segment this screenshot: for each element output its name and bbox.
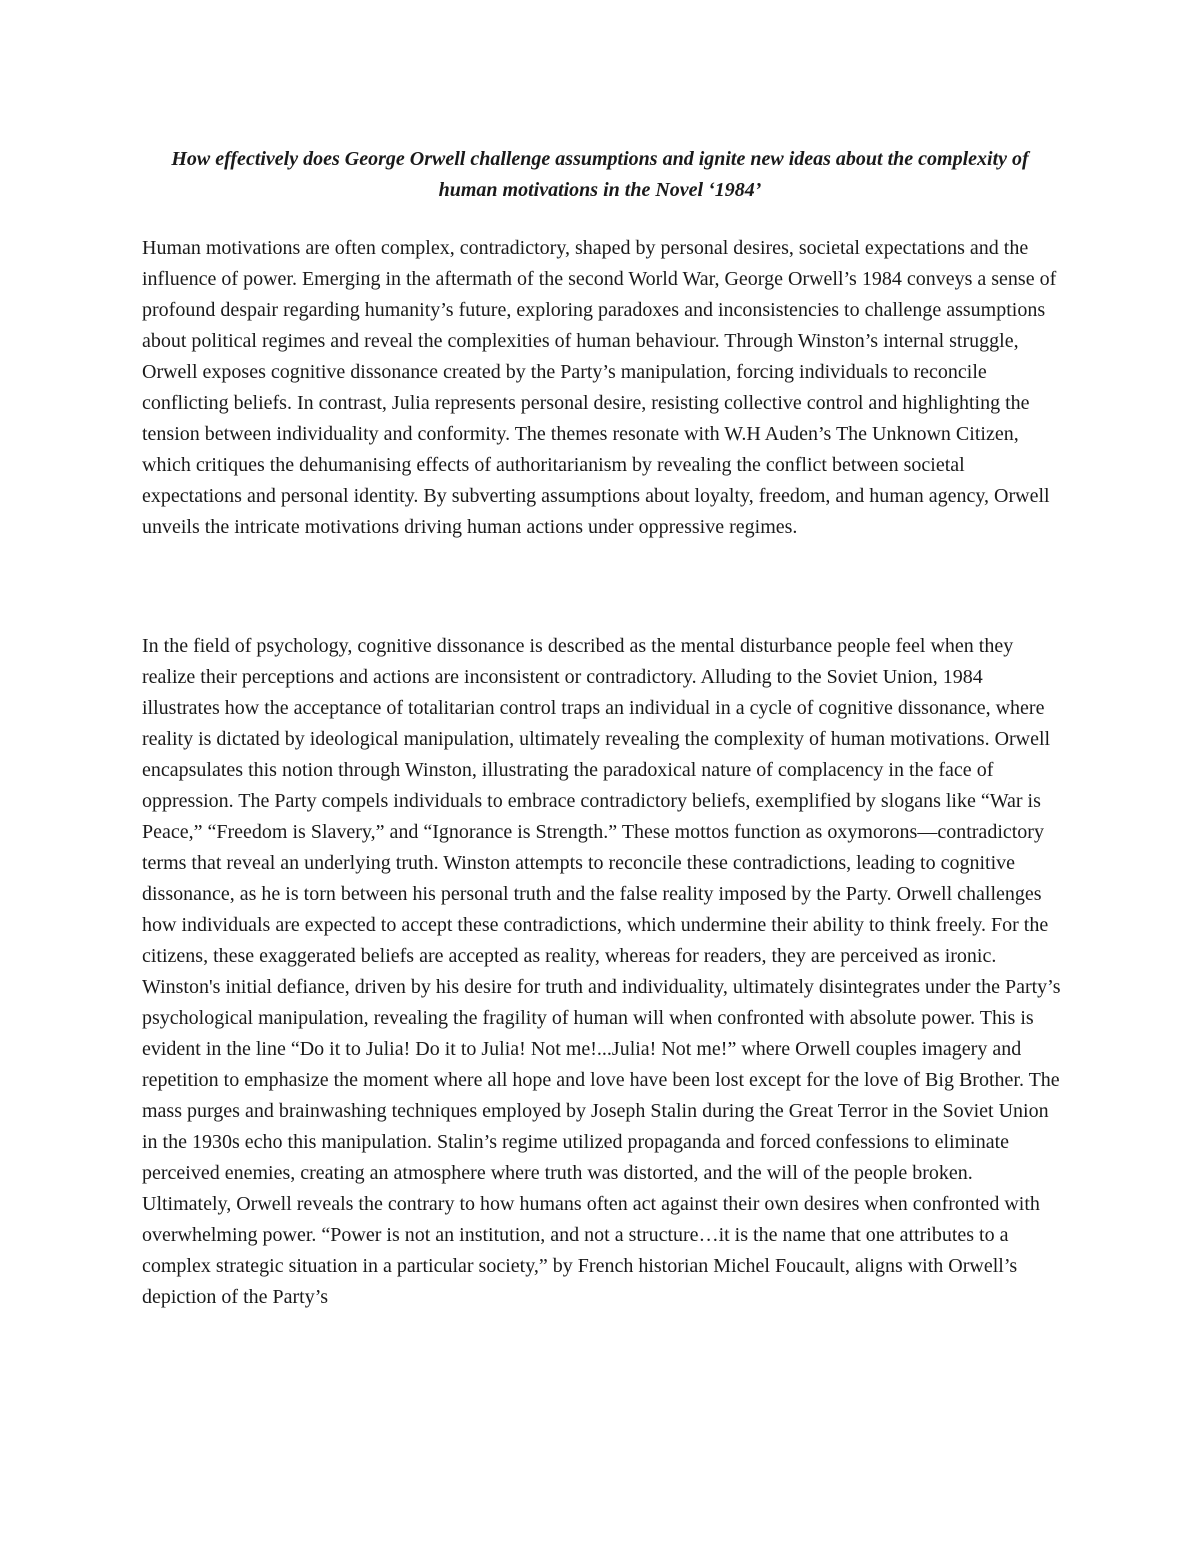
paragraph-introduction: Human motivations are often complex, contradictory, shaped by personal desires, societal expectations and the influence of power. Emerging in the aftermath of the second World War, George Orwell’s 1984 conveys a sense of profound despair regarding humanity’s future, exploring paradoxes and inconsistencies to challenge assumptions about political regimes and reveal the complexities of human behaviour. Through Winston’s internal struggle, Orwell exposes cognitive dissonance created by the Party’s manipulation, forcing individuals to reconcile conflicting beliefs. In contrast, Julia represents personal desire, resisting collective control and highlighting the tension between individuality and conformity. The themes resonate with W.H Auden’s The Unknown Citizen, which critiques the dehumanising effects of authoritarianism by revealing the conflict between societal expectations and personal identity. By subverting assumptions about loyalty, freedom, and human agency, Orwell unveils the intricate motivations driving human actions under oppressive regimes. <box>142 237 1057 538</box>
document-title: How effectively does George Orwell challenge assumptions and ignite new ideas about the complexity of human motivations in the Novel ‘1984’ <box>171 148 1029 201</box>
paragraph-body: In the field of psychology, cognitive dissonance is described as the mental disturbance people feel when they realize their perceptions and actions are inconsistent or contradictory. Alluding to the Soviet Union, 1984 illustrates how the acceptance of totalitarian control traps an individual in a cycle of cognitive dissonance, where reality is dictated by ideological manipulation, ultimately revealing the complexity of human motivations. Orwell encapsulates this notion through Winston, illustrating the paradoxical nature of complacency in the face of oppression. The Party compels individuals to embrace contradictory beliefs, exemplified by slogans like “War is Peace,” “Freedom is Slavery,” and “Ignorance is Strength.” These mottos function as oxymorons—contradictory terms that reveal an underlying truth. Winston attempts to reconcile these contradictions, leading to cognitive dissonance, as he is torn between his personal truth and the false reality imposed by the Party. Orwell challenges how individuals are expected to accept these contradictions, which undermine their ability to think freely. For the citizens, these exaggerated beliefs are accepted as reality, whereas for readers, they are perceived as ironic. Winston's initial defiance, driven by his desire for truth and individuality, ultimately disintegrates under the Party’s psychological manipulation, revealing the fragility of human will when confronted with absolute power. This is evident in the line “Do it to Julia! Do it to Julia! Not me!...Julia! Not me!” where Orwell couples imagery and repetition to emphasize the moment where all hope and love have been lost except for the love of Big Brother. The mass purges and brainwashing techniques employed by Joseph Stalin during the Great Terror in the Soviet Union in the 1930s echo this manipulation. Stalin’s regime utilized propaganda and forced confessions to eliminate perceived enemies, creating an atmosphere where truth was distorted, and the will of the people broken. Ultimately, Orwell reveals the contrary to how humans often act against their own desires when confronted with overwhelming power. “Power is not an institution, and not a structure…it is the name that one attributes to a complex strategic situation in a particular society,” by French historian Michel Foucault, aligns with Orwell’s depiction of the Party’s <box>142 635 1061 1308</box>
